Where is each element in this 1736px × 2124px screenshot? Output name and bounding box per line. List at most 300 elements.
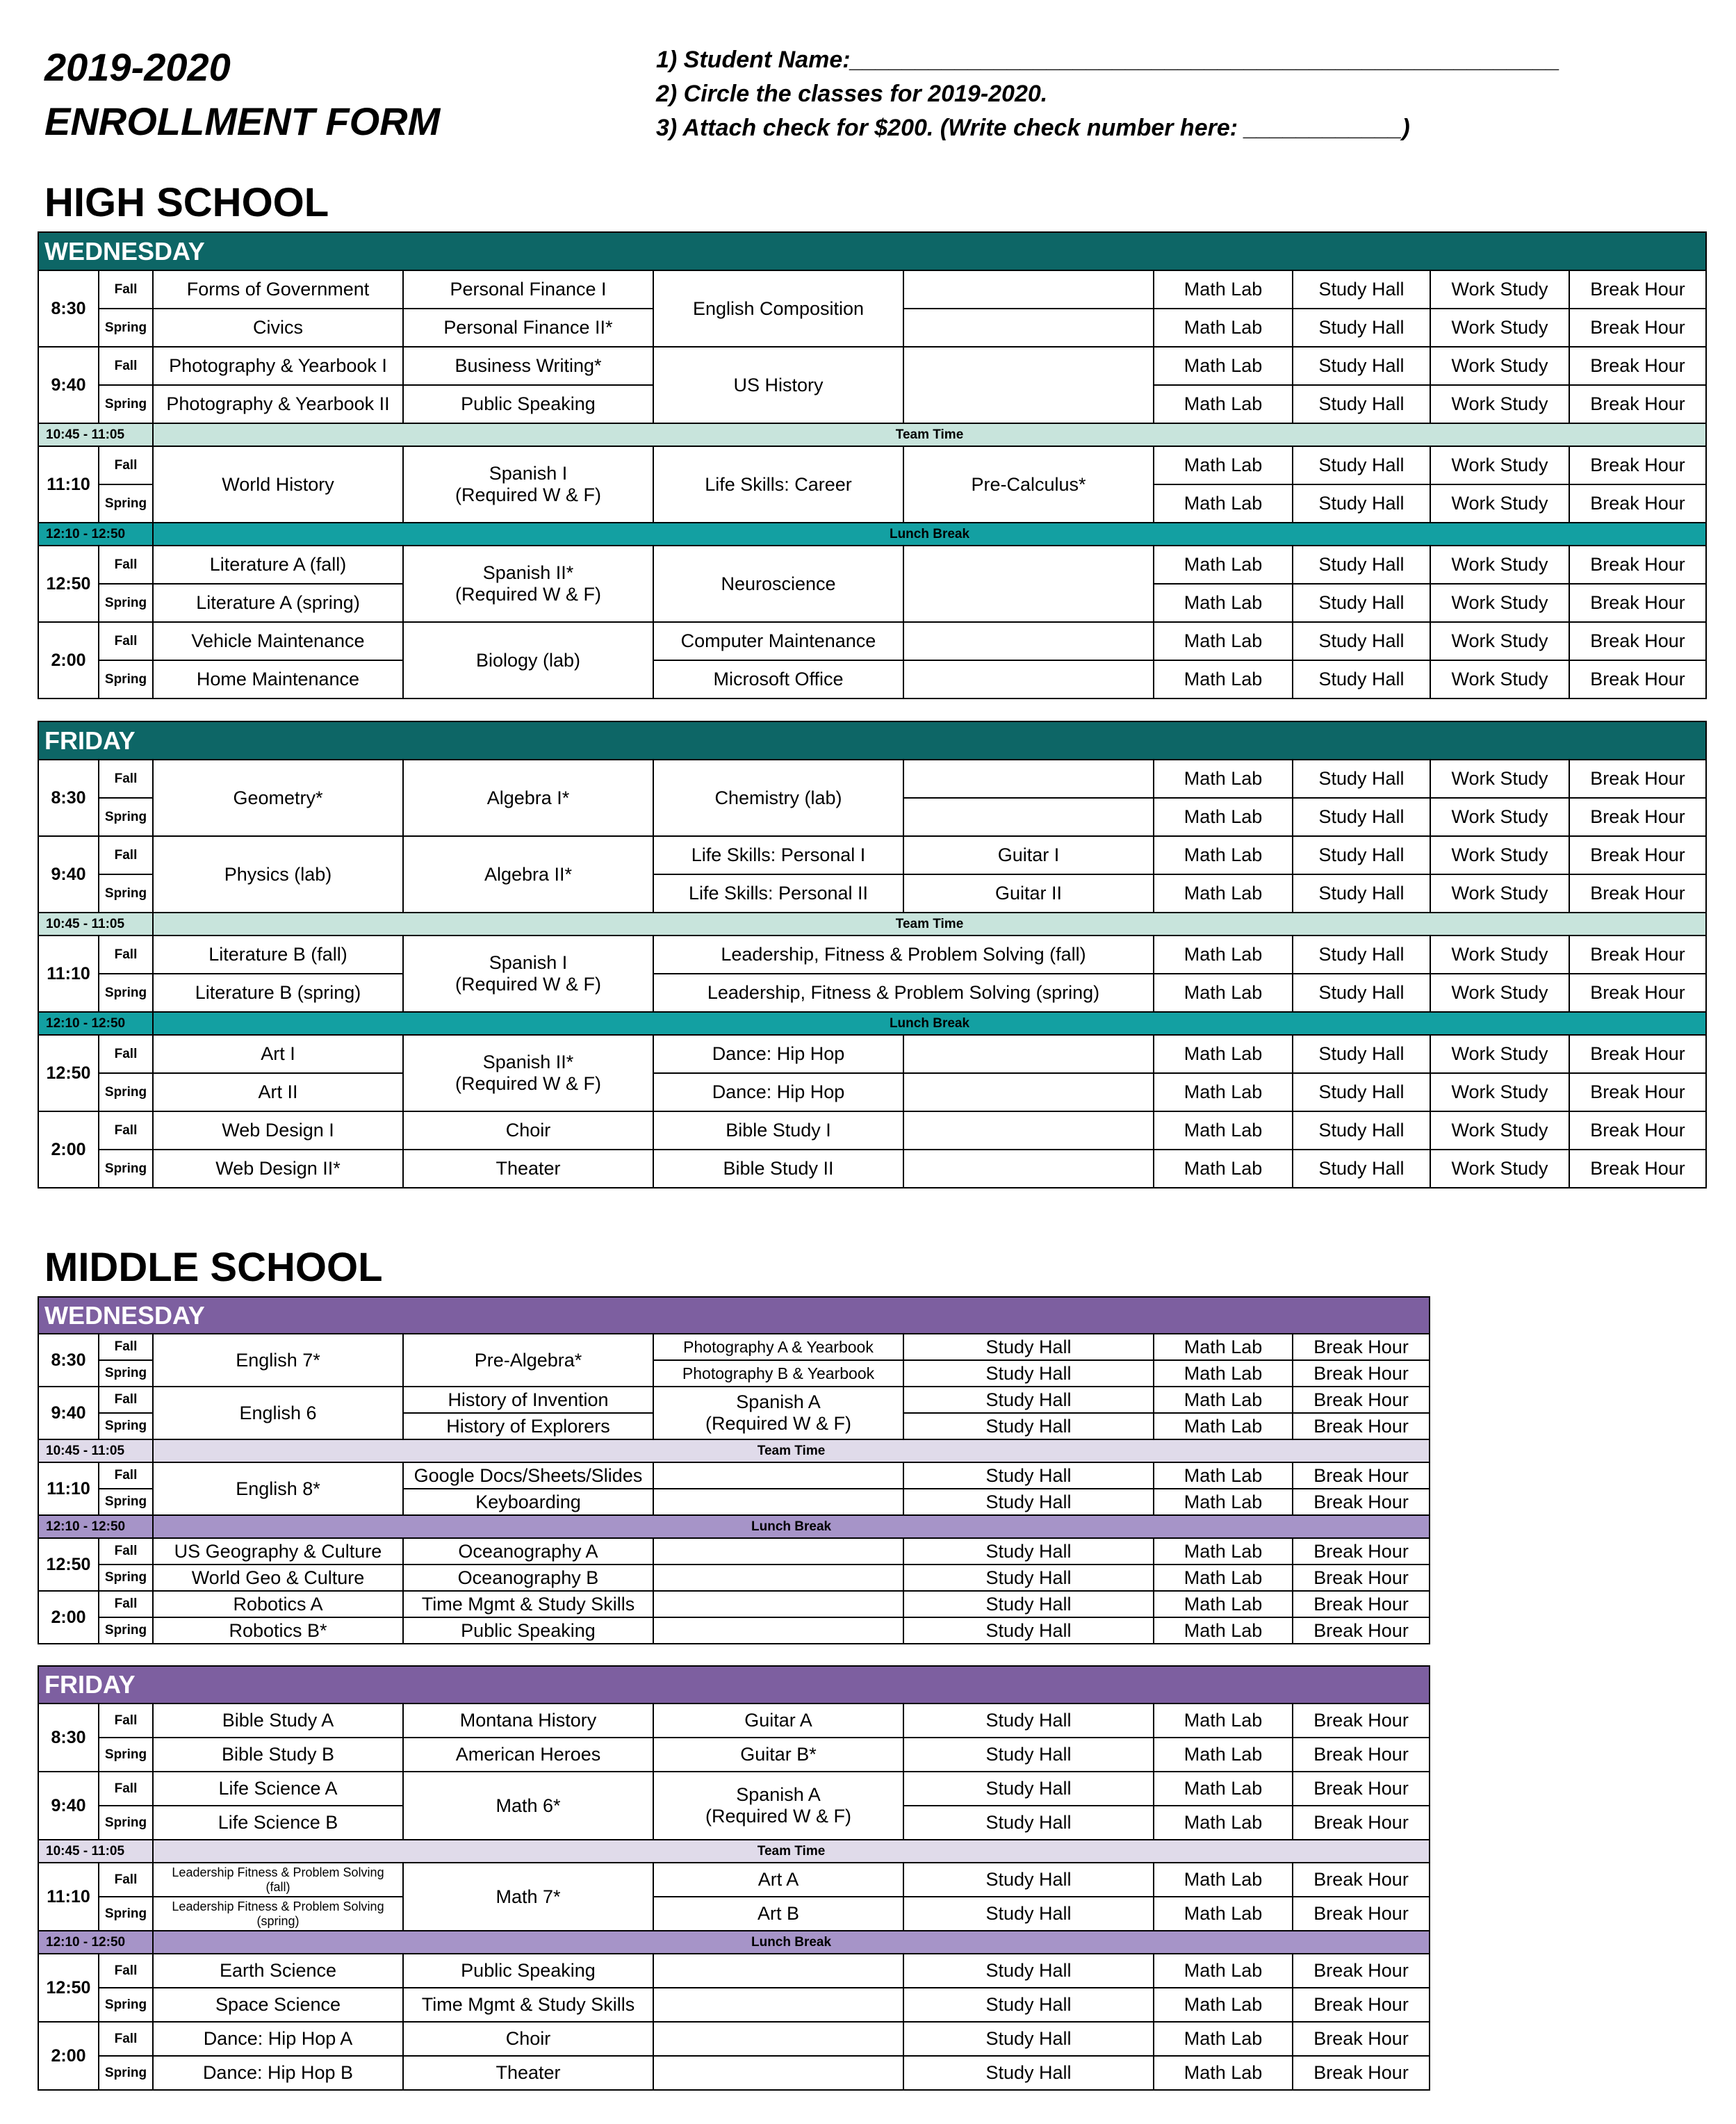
empty-cell [903, 1150, 1154, 1188]
class-cell[interactable]: Bible Study A [153, 1704, 403, 1738]
class-cell[interactable]: Break Hour [1569, 936, 1706, 974]
class-cell[interactable]: Montana History [403, 1704, 653, 1738]
class-cell[interactable]: Spanish A (Required W & F) [653, 1772, 903, 1840]
class-cell[interactable]: Work Study [1430, 1073, 1569, 1111]
class-cell[interactable]: Work Study [1430, 385, 1569, 423]
class-cell[interactable]: Math 6* [403, 1772, 653, 1840]
class-cell[interactable]: Life Skills: Personal II [653, 874, 903, 913]
class-cell[interactable]: Math Lab [1154, 2022, 1293, 2056]
class-cell[interactable]: Study Hall [1293, 874, 1430, 913]
empty-cell [903, 622, 1154, 660]
class-cell[interactable]: Pre-Calculus* [903, 446, 1154, 523]
class-cell[interactable]: Study Hall [903, 1489, 1154, 1515]
class-cell[interactable]: Pre-Algebra* [403, 1334, 653, 1387]
class-cell[interactable]: Break Hour [1293, 1704, 1430, 1738]
break-time: 10:45 - 11:05 [38, 1840, 153, 1863]
class-cell[interactable]: Math Lab [1154, 1035, 1293, 1073]
student-name-line[interactable]: 1) Student Name:______________________________________________________ [656, 47, 1560, 73]
class-cell[interactable]: Spanish I (Required W & F) [403, 936, 653, 1012]
class-cell[interactable]: Break Hour [1569, 836, 1706, 874]
class-cell[interactable]: Math Lab [1154, 546, 1293, 584]
class-cell[interactable]: Work Study [1430, 546, 1569, 584]
class-cell[interactable]: Break Hour [1569, 270, 1706, 309]
ms-wednesday-table [38, 1296, 1430, 1644]
class-cell[interactable]: Photography B & Yearbook [653, 1360, 903, 1387]
class-cell[interactable]: Life Skills: Career [653, 446, 903, 523]
class-cell[interactable]: Math Lab [1154, 1489, 1293, 1515]
class-cell[interactable]: Break Hour [1293, 1617, 1430, 1644]
class-cell[interactable]: Study Hall [1293, 309, 1430, 347]
class-cell[interactable]: Work Study [1430, 347, 1569, 385]
class-cell[interactable]: Math Lab [1154, 484, 1293, 523]
class-cell[interactable]: Dance: Hip Hop B [153, 2056, 403, 2090]
class-cell[interactable]: Break Hour [1293, 1413, 1430, 1439]
class-cell[interactable]: Study Hall [1293, 660, 1430, 699]
class-cell[interactable]: Geometry* [153, 760, 403, 836]
class-cell[interactable]: Break Hour [1293, 1954, 1430, 1988]
semester-label: Spring [99, 1150, 153, 1188]
class-cell[interactable]: Photography & Yearbook II [153, 385, 403, 423]
class-cell[interactable]: Break Hour [1569, 385, 1706, 423]
class-cell[interactable]: Guitar A [653, 1704, 903, 1738]
semester-label: Fall [99, 1462, 153, 1489]
class-cell[interactable]: Break Hour [1293, 1334, 1430, 1360]
class-cell[interactable]: Personal Finance I [403, 270, 653, 309]
class-cell[interactable]: Work Study [1430, 446, 1569, 484]
class-cell[interactable]: Study Hall [903, 1360, 1154, 1387]
class-cell[interactable]: Math Lab [1154, 270, 1293, 309]
semester-label: Fall [99, 446, 153, 484]
class-cell[interactable]: Keyboarding [403, 1489, 653, 1515]
class-cell[interactable]: Literature A (spring) [153, 584, 403, 622]
class-cell[interactable]: Study Hall [1293, 836, 1430, 874]
class-cell[interactable]: Break Hour [1569, 584, 1706, 622]
middle-school-title: MIDDLE SCHOOL [44, 1245, 383, 1290]
class-cell[interactable]: Art A [653, 1863, 903, 1897]
class-cell[interactable]: Work Study [1430, 484, 1569, 523]
class-cell[interactable]: Study Hall [903, 1538, 1154, 1565]
class-cell[interactable]: Work Study [1430, 309, 1569, 347]
break-label: Team Time [153, 1840, 1430, 1863]
high-school-title: HIGH SCHOOL [44, 180, 329, 225]
class-cell[interactable]: Public Speaking [403, 1954, 653, 1988]
class-cell[interactable]: Oceanography B [403, 1565, 653, 1591]
time-slot: 8:30 [38, 1334, 99, 1387]
class-cell[interactable]: Study Hall [903, 1413, 1154, 1439]
class-cell[interactable]: Break Hour [1293, 1897, 1430, 1931]
class-cell[interactable]: US Geography & Culture [153, 1538, 403, 1565]
class-cell[interactable]: Work Study [1430, 798, 1569, 836]
class-cell[interactable]: Math Lab [1154, 1772, 1293, 1806]
class-cell[interactable]: Leadership, Fitness & Problem Solving (fall) [653, 936, 1154, 974]
class-cell[interactable]: Math Lab [1154, 936, 1293, 974]
class-cell[interactable]: Work Study [1430, 622, 1569, 660]
class-cell[interactable]: Study Hall [903, 1704, 1154, 1738]
semester-label: Fall [99, 1591, 153, 1617]
class-cell[interactable]: Break Hour [1293, 1806, 1430, 1840]
class-cell[interactable]: Work Study [1430, 936, 1569, 974]
class-cell[interactable]: Leadership Fitness & Problem Solving (spring) [153, 1897, 403, 1931]
class-cell[interactable]: English Composition [653, 270, 903, 347]
class-cell[interactable]: Study Hall [903, 1617, 1154, 1644]
time-slot: 8:30 [38, 270, 99, 347]
class-cell[interactable]: Neuroscience [653, 546, 903, 622]
class-cell[interactable]: Home Maintenance [153, 660, 403, 699]
semester-label: Fall [99, 546, 153, 584]
class-cell[interactable]: Dance: Hip Hop [653, 1035, 903, 1073]
class-cell[interactable]: Guitar II [903, 874, 1154, 913]
break-label: Lunch Break [153, 1012, 1706, 1035]
class-cell[interactable]: Algebra I* [403, 760, 653, 836]
class-cell[interactable]: Photography A & Yearbook [653, 1334, 903, 1360]
class-cell[interactable]: Break Hour [1569, 546, 1706, 584]
class-cell[interactable]: Study Hall [903, 1387, 1154, 1413]
class-cell[interactable]: Study Hall [903, 1738, 1154, 1772]
class-cell[interactable]: Life Science A [153, 1772, 403, 1806]
class-cell[interactable]: Chemistry (lab) [653, 760, 903, 836]
time-slot: 12:50 [38, 546, 99, 622]
class-cell[interactable]: Math Lab [1154, 385, 1293, 423]
class-cell[interactable]: Literature A (fall) [153, 546, 403, 584]
class-cell[interactable]: History of Invention [403, 1387, 653, 1413]
class-cell[interactable]: Study Hall [903, 1462, 1154, 1489]
class-cell[interactable]: Algebra II* [403, 836, 653, 913]
class-cell[interactable]: Study Hall [903, 1772, 1154, 1806]
class-cell[interactable]: Physics (lab) [153, 836, 403, 913]
time-slot: 2:00 [38, 1591, 99, 1644]
class-cell[interactable]: Math Lab [1154, 974, 1293, 1012]
class-cell[interactable]: Break Hour [1293, 1489, 1430, 1515]
class-cell[interactable]: Web Design I [153, 1111, 403, 1150]
class-cell[interactable]: Math Lab [1154, 1591, 1293, 1617]
class-cell[interactable]: Math Lab [1154, 798, 1293, 836]
semester-label: Fall [99, 1111, 153, 1150]
class-cell[interactable]: Work Study [1430, 836, 1569, 874]
class-cell[interactable]: Guitar I [903, 836, 1154, 874]
class-cell[interactable]: Study Hall [903, 2056, 1154, 2090]
break-label: Team Time [153, 913, 1706, 936]
class-cell[interactable]: Study Hall [903, 1954, 1154, 1988]
break-time: 12:10 - 12:50 [38, 1515, 153, 1538]
class-cell[interactable]: Math Lab [1154, 1988, 1293, 2022]
class-cell[interactable]: Break Hour [1293, 1988, 1430, 2022]
class-cell[interactable]: Break Hour [1569, 760, 1706, 798]
class-cell[interactable]: Math Lab [1154, 1863, 1293, 1897]
class-cell[interactable]: Math Lab [1154, 347, 1293, 385]
semester-label: Spring [99, 974, 153, 1012]
class-cell[interactable]: Math Lab [1154, 1538, 1293, 1565]
class-cell[interactable]: Time Mgmt & Study Skills [403, 1988, 653, 2022]
class-cell[interactable]: Spanish II* (Required W & F) [403, 546, 653, 622]
class-cell[interactable]: History of Explorers [403, 1413, 653, 1439]
class-cell[interactable]: Break Hour [1293, 1387, 1430, 1413]
empty-cell [653, 1489, 903, 1515]
class-cell[interactable]: Math Lab [1154, 836, 1293, 874]
class-cell[interactable]: Math Lab [1154, 2056, 1293, 2090]
class-cell[interactable]: Math Lab [1154, 622, 1293, 660]
class-cell[interactable]: Math Lab [1154, 1954, 1293, 1988]
empty-cell [903, 270, 1154, 309]
class-cell[interactable]: Earth Science [153, 1954, 403, 1988]
time-slot: 8:30 [38, 1704, 99, 1772]
time-slot: 9:40 [38, 1772, 99, 1840]
class-cell[interactable]: Break Hour [1569, 974, 1706, 1012]
class-cell[interactable]: English 6 [153, 1387, 403, 1439]
class-cell[interactable]: Math Lab [1154, 1565, 1293, 1591]
class-cell[interactable]: Microsoft Office [653, 660, 903, 699]
class-cell[interactable]: Public Speaking [403, 1617, 653, 1644]
class-cell[interactable]: Break Hour [1293, 1863, 1430, 1897]
class-cell[interactable]: Public Speaking [403, 385, 653, 423]
semester-label: Spring [99, 1738, 153, 1772]
class-cell[interactable]: Art I [153, 1035, 403, 1073]
class-cell[interactable]: Study Hall [903, 1565, 1154, 1591]
time-slot: 12:50 [38, 1035, 99, 1111]
time-slot: 2:00 [38, 1111, 99, 1188]
class-cell[interactable]: Break Hour [1569, 484, 1706, 523]
class-cell[interactable]: Work Study [1430, 974, 1569, 1012]
class-cell[interactable]: Math Lab [1154, 446, 1293, 484]
class-cell[interactable]: Math Lab [1154, 1806, 1293, 1840]
class-cell[interactable]: Study Hall [903, 1334, 1154, 1360]
class-cell[interactable]: Work Study [1430, 1150, 1569, 1188]
semester-label: Fall [99, 1334, 153, 1360]
class-cell[interactable]: Robotics B* [153, 1617, 403, 1644]
class-cell[interactable]: Study Hall [1293, 974, 1430, 1012]
break-label: Lunch Break [153, 1931, 1430, 1954]
class-cell[interactable]: Math Lab [1154, 1897, 1293, 1931]
class-cell[interactable]: Study Hall [1293, 622, 1430, 660]
class-cell[interactable]: Study Hall [1293, 1073, 1430, 1111]
class-cell[interactable]: Study Hall [1293, 760, 1430, 798]
class-cell[interactable]: Dance: Hip Hop A [153, 2022, 403, 2056]
semester-label: Fall [99, 1772, 153, 1806]
class-cell[interactable]: Choir [403, 1111, 653, 1150]
class-cell[interactable]: Choir [403, 2022, 653, 2056]
class-cell[interactable]: Guitar B* [653, 1738, 903, 1772]
class-cell[interactable]: Math Lab [1154, 1617, 1293, 1644]
class-cell[interactable]: American Heroes [403, 1738, 653, 1772]
class-cell[interactable]: Break Hour [1569, 1150, 1706, 1188]
class-cell[interactable]: Break Hour [1569, 1073, 1706, 1111]
class-cell[interactable]: Study Hall [1293, 1035, 1430, 1073]
semester-label: Spring [99, 385, 153, 423]
class-cell[interactable]: Google Docs/Sheets/Slides [403, 1462, 653, 1489]
class-cell[interactable]: World Geo & Culture [153, 1565, 403, 1591]
class-cell[interactable]: Math Lab [1154, 1360, 1293, 1387]
class-cell[interactable]: Break Hour [1569, 798, 1706, 836]
class-cell[interactable]: Vehicle Maintenance [153, 622, 403, 660]
class-cell[interactable]: Work Study [1430, 270, 1569, 309]
semester-label: Spring [99, 798, 153, 836]
check-number-line[interactable]: 3) Attach check for $200. (Write check number here: ____________) [656, 115, 1410, 141]
class-cell[interactable]: Literature B (spring) [153, 974, 403, 1012]
class-cell[interactable]: Study Hall [1293, 484, 1430, 523]
semester-label: Spring [99, 1413, 153, 1439]
class-cell[interactable]: Art B [653, 1897, 903, 1931]
break-label: Lunch Break [153, 523, 1706, 546]
class-cell[interactable]: Leadership, Fitness & Problem Solving (spring) [653, 974, 1154, 1012]
day-header: FRIDAY [38, 1666, 1430, 1704]
class-cell[interactable]: Study Hall [1293, 936, 1430, 974]
class-cell[interactable]: Break Hour [1293, 2022, 1430, 2056]
class-cell[interactable]: Spanish II* (Required W & F) [403, 1035, 653, 1111]
class-cell[interactable]: Study Hall [903, 1897, 1154, 1931]
class-cell[interactable]: Math Lab [1154, 874, 1293, 913]
hs-wednesday-table [38, 231, 1707, 699]
semester-label: Fall [99, 760, 153, 798]
class-cell[interactable]: Work Study [1430, 1035, 1569, 1073]
class-cell[interactable]: Study Hall [1293, 446, 1430, 484]
class-cell[interactable]: Break Hour [1293, 1538, 1430, 1565]
class-cell[interactable]: Math Lab [1154, 1738, 1293, 1772]
time-slot: 2:00 [38, 2022, 99, 2090]
class-cell[interactable]: English 8* [153, 1462, 403, 1515]
semester-label: Fall [99, 1954, 153, 1988]
class-cell[interactable]: Space Science [153, 1988, 403, 2022]
class-cell[interactable]: Work Study [1430, 760, 1569, 798]
class-cell[interactable]: Work Study [1430, 660, 1569, 699]
class-cell[interactable]: Civics [153, 309, 403, 347]
class-cell[interactable]: Break Hour [1569, 347, 1706, 385]
class-cell[interactable]: Break Hour [1569, 874, 1706, 913]
class-cell[interactable]: Break Hour [1569, 309, 1706, 347]
class-cell[interactable]: Biology (lab) [403, 622, 653, 699]
class-cell[interactable]: Break Hour [1293, 1738, 1430, 1772]
class-cell[interactable]: Math Lab [1154, 1150, 1293, 1188]
class-cell[interactable]: Study Hall [1293, 385, 1430, 423]
class-cell[interactable]: Photography & Yearbook I [153, 347, 403, 385]
semester-label: Spring [99, 1489, 153, 1515]
break-time: 12:10 - 12:50 [38, 1931, 153, 1954]
class-cell[interactable]: Math Lab [1154, 1413, 1293, 1439]
class-cell[interactable]: Bible Study II [653, 1150, 903, 1188]
class-cell[interactable]: Study Hall [1293, 546, 1430, 584]
class-cell[interactable]: Life Skills: Personal I [653, 836, 903, 874]
semester-label: Fall [99, 836, 153, 874]
semester-label: Fall [99, 270, 153, 309]
class-cell[interactable]: Math Lab [1154, 760, 1293, 798]
time-slot: 9:40 [38, 347, 99, 423]
class-cell[interactable]: Study Hall [1293, 1150, 1430, 1188]
empty-cell [653, 1565, 903, 1591]
class-cell[interactable]: Break Hour [1293, 1462, 1430, 1489]
class-cell[interactable]: Math Lab [1154, 309, 1293, 347]
break-label: Team Time [153, 423, 1706, 446]
semester-label: Fall [99, 936, 153, 974]
class-cell[interactable]: Math 7* [403, 1863, 653, 1931]
class-cell[interactable]: Break Hour [1569, 1035, 1706, 1073]
empty-cell [903, 660, 1154, 699]
class-cell[interactable]: Break Hour [1569, 622, 1706, 660]
class-cell[interactable]: Math Lab [1154, 1387, 1293, 1413]
class-cell[interactable]: Break Hour [1569, 446, 1706, 484]
class-cell[interactable]: Art II [153, 1073, 403, 1111]
class-cell[interactable]: Business Writing* [403, 347, 653, 385]
semester-label: Fall [99, 1035, 153, 1073]
class-cell[interactable]: Time Mgmt & Study Skills [403, 1591, 653, 1617]
class-cell[interactable]: Personal Finance II* [403, 309, 653, 347]
empty-cell [653, 1462, 903, 1489]
semester-label: Spring [99, 1617, 153, 1644]
semester-label: Spring [99, 1806, 153, 1840]
class-cell[interactable]: Study Hall [1293, 270, 1430, 309]
class-cell[interactable]: Study Hall [903, 1806, 1154, 1840]
class-cell[interactable]: Work Study [1430, 584, 1569, 622]
class-cell[interactable]: Bible Study I [653, 1111, 903, 1150]
semester-label: Fall [99, 347, 153, 385]
class-cell[interactable]: Life Science B [153, 1806, 403, 1840]
class-cell[interactable]: Math Lab [1154, 660, 1293, 699]
class-cell[interactable]: Break Hour [1569, 660, 1706, 699]
class-cell[interactable]: Math Lab [1154, 1462, 1293, 1489]
semester-label: Fall [99, 1387, 153, 1413]
class-cell[interactable]: Study Hall [1293, 798, 1430, 836]
class-cell[interactable]: Math Lab [1154, 1111, 1293, 1150]
class-cell[interactable]: Break Hour [1569, 1111, 1706, 1150]
class-cell[interactable]: Theater [403, 1150, 653, 1188]
class-cell[interactable]: Break Hour [1293, 1360, 1430, 1387]
semester-label: Spring [99, 584, 153, 622]
class-cell[interactable]: Break Hour [1293, 1565, 1430, 1591]
day-header: WEDNESDAY [38, 232, 1706, 270]
class-cell[interactable]: Break Hour [1293, 2056, 1430, 2090]
class-cell[interactable]: Bible Study B [153, 1738, 403, 1772]
class-cell[interactable]: Study Hall [1293, 347, 1430, 385]
class-cell[interactable]: English 7* [153, 1334, 403, 1387]
class-cell[interactable]: Break Hour [1293, 1772, 1430, 1806]
class-cell[interactable]: Dance: Hip Hop [653, 1073, 903, 1111]
class-cell[interactable]: Math Lab [1154, 1334, 1293, 1360]
class-cell[interactable]: Study Hall [1293, 584, 1430, 622]
empty-cell [653, 1538, 903, 1565]
form-title: ENROLLMENT FORM [44, 99, 441, 143]
class-cell[interactable]: Work Study [1430, 1111, 1569, 1150]
class-cell[interactable]: Work Study [1430, 874, 1569, 913]
class-cell[interactable]: Web Design II* [153, 1150, 403, 1188]
class-cell[interactable]: Literature B (fall) [153, 936, 403, 974]
class-cell[interactable]: Spanish A (Required W & F) [653, 1387, 903, 1439]
class-cell[interactable]: Math Lab [1154, 584, 1293, 622]
semester-label: Spring [99, 1988, 153, 2022]
class-cell[interactable]: Study Hall [903, 2022, 1154, 2056]
class-cell[interactable]: Spanish I (Required W & F) [403, 446, 653, 523]
class-cell[interactable]: World History [153, 446, 403, 523]
class-cell[interactable]: Theater [403, 2056, 653, 2090]
semester-label: Spring [99, 309, 153, 347]
class-cell[interactable]: Study Hall [903, 1591, 1154, 1617]
form-title-block [44, 40, 440, 149]
class-cell[interactable]: Computer Maintenance [653, 622, 903, 660]
break-time: 10:45 - 11:05 [38, 913, 153, 936]
time-slot: 8:30 [38, 760, 99, 836]
class-cell[interactable]: Study Hall [903, 1988, 1154, 2022]
class-cell[interactable]: Break Hour [1293, 1591, 1430, 1617]
semester-label: Fall [99, 1704, 153, 1738]
class-cell[interactable]: Oceanography A [403, 1538, 653, 1565]
class-cell[interactable]: Study Hall [1293, 1111, 1430, 1150]
semester-label: Fall [99, 1863, 153, 1897]
class-cell[interactable]: Leadership Fitness & Problem Solving (fall) [153, 1863, 403, 1897]
day-header: FRIDAY [38, 721, 1706, 760]
class-cell[interactable]: Study Hall [903, 1863, 1154, 1897]
class-cell[interactable]: Robotics A [153, 1591, 403, 1617]
class-cell[interactable]: Math Lab [1154, 1704, 1293, 1738]
class-cell[interactable]: US History [653, 347, 903, 423]
time-slot: 9:40 [38, 836, 99, 913]
class-cell[interactable]: Forms of Government [153, 270, 403, 309]
class-cell[interactable]: Math Lab [1154, 1073, 1293, 1111]
